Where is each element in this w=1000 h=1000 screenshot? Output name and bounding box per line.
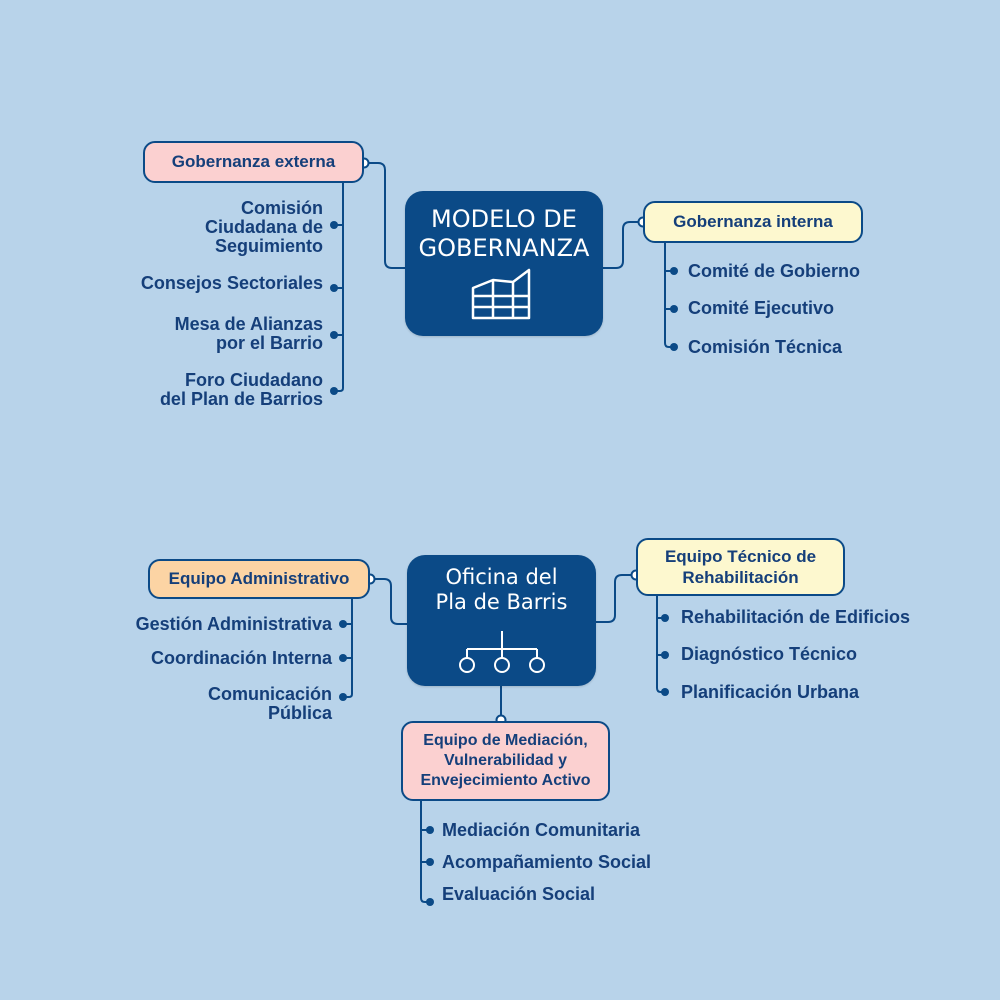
- bar-chart-icon: [469, 266, 539, 321]
- admin-item-3: Comunicación Pública: [207, 684, 332, 723]
- external-item-4: Foro Ciudadano del Plan de Barrios: [159, 370, 323, 409]
- internal-governance-node: [643, 201, 863, 243]
- internal-item-1: Comité de Gobierno: [688, 261, 861, 281]
- admin-team-node: [148, 559, 370, 599]
- external-governance-node: [143, 141, 364, 183]
- hub-title-line2: GOBERNANZA: [418, 233, 590, 262]
- external-item-2: Consejos Sectoriales: [140, 273, 323, 293]
- governance-model-hub: [405, 191, 603, 336]
- technical-item-1: Rehabilitación de Edificios: [681, 607, 911, 627]
- org-chart-icon: [454, 631, 550, 677]
- admin-item-1: Gestión Administrativa: [135, 614, 332, 634]
- external-governance-title: Gobernanza externa: [171, 152, 336, 172]
- technical-team-node: [636, 538, 845, 596]
- hub-title-line1: MODELO DE: [431, 205, 577, 233]
- internal-governance-title: Gobernanza interna: [673, 212, 833, 232]
- internal-item-3: Comisión Técnica: [688, 337, 843, 357]
- internal-item-2: Comité Ejecutivo: [688, 298, 835, 318]
- mediation-item-2: Acompañamiento Social: [442, 852, 652, 872]
- technical-item-3: Planificación Urbana: [681, 682, 860, 702]
- mediation-team-title-line2: Vulnerabilidad y: [444, 752, 567, 769]
- mediation-item-1: Mediación Comunitaria: [442, 820, 641, 840]
- mediation-team-title-line3: Envejecimiento Activo: [420, 772, 591, 789]
- office-title-line2: Pla de Barris: [435, 590, 568, 615]
- technical-item-2: Diagnóstico Técnico: [681, 644, 858, 664]
- admin-item-2: Coordinación Interna: [150, 648, 332, 668]
- office-title-line1: Oficina del: [445, 565, 558, 589]
- admin-team-title: Equipo Administrativo: [168, 569, 350, 589]
- mediation-team-node: [401, 721, 610, 801]
- technical-team-title-line1: Equipo Técnico de: [664, 546, 817, 566]
- external-item-1: Comisión Ciudadana de Seguimiento: [204, 198, 323, 256]
- external-item-3: Mesa de Alianzas por el Barrio: [174, 314, 323, 353]
- technical-team-title-line2: Rehabilitación: [682, 568, 799, 587]
- mediation-item-3: Evaluación Social: [442, 884, 596, 904]
- mediation-team-title-line1: Equipo de Mediación,: [423, 732, 588, 749]
- office-hub: [407, 555, 596, 686]
